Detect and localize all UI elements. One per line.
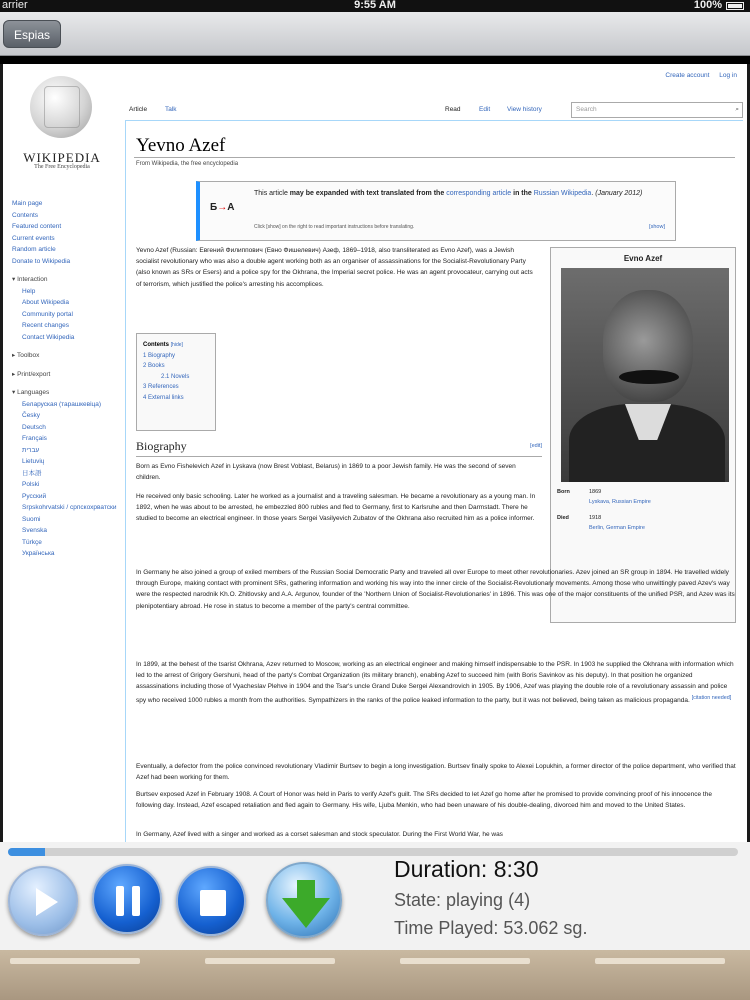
search-input[interactable]: Search ⌕ [571,102,743,118]
stop-button[interactable] [176,866,246,936]
sidebar-item-featured[interactable]: Featured content [12,223,62,230]
toc-item[interactable]: 3 References [143,384,179,390]
status-bar [0,0,750,12]
carrier-label: arrier [2,0,28,11]
print-heading[interactable]: ▸ Print/export [12,370,51,378]
state-label: State: playing (4) [394,890,531,910]
background-floor [0,950,750,1000]
page-subtitle: From Wikipedia, the free encyclopedia [136,161,239,167]
page-title: Yevno Azef [136,135,226,156]
language-link[interactable]: Français [22,435,47,442]
battery-percent: 100% [693,0,722,11]
toc-item[interactable]: 4 External links [143,394,184,401]
language-link[interactable]: עברית [22,446,40,454]
personal-tools [657,72,737,79]
tab-talk[interactable]: Talk [165,106,177,113]
lead-paragraph: Yevno Azef (Russian: Евгений Филиппович (Евно Фишелевич) Азеф, 1869–1918, also transliterated as Evno Azef), was a Jewish socialist revolutionary who was also a double agent working both as an organiser of assassinations for the Socialist-Revolutionary Party (also known as SRs or Esers) and a police spy for the Okhrana, the Imperial secret police. He was an agent provocateur, carrying out acts of terrorism, which justified the police's arresting his accomplices. [136,247,533,288]
section-edit-link[interactable]: [edit] [530,443,542,449]
sidebar-item-contents[interactable]: Contents [12,211,39,219]
status-time: 9:55 AM [354,0,396,11]
article-content [125,120,743,842]
language-link[interactable]: Suomi [22,515,41,523]
bio-paragraph: In Germany he also joined a group of exiled members of the Russian Social Democratic Party and traveled all over Europe to meet other revolutionaries. Azev joined an SR group in 1894. He travelled widely through Europe, making contact with prominent SRs, gathering information and working his way into the inner circle of the Socialist-Revolutionary movements. Among those who unwittingly paved Azev's way were the respected narodnik Kh.O. Zhitlovsky and A.A. Argunov, founder of the 'Northern Union of Socialist-Revolutionaries' in 1896. This was one of the major constituents of the unified PSR, and Azev was its plenipotentiary abroad. He rose in status to become a member of the party's central committee. [136,569,735,610]
sidebar-item-recent-changes[interactable]: Recent changes [22,322,69,329]
bio-paragraph: He received only basic schooling. Later he worked as a journalist and a traveling salesman. He became a revolutionary as a young man. In 1892, when he was about to be arrested, he embezzled 800 rubles and fled to Germany, first to Karlsruhe and then Darmstadt. There he studied to become an electrical engineer. In those years Sergei Vasilyevich Zubatov of the Okhrana also recruited him as a police informer. [136,493,536,523]
table-of-contents [136,333,216,431]
languages-heading[interactable]: ▾ Languages [12,389,50,396]
toc-item[interactable]: 1 Biography [143,352,176,359]
tab-article[interactable]: Article [129,106,148,113]
notice-instructions: Click [show] on the right to read important instructions before translating. [254,224,415,230]
download-button[interactable] [266,862,342,938]
sidebar-item-main-page[interactable]: Main page [12,200,43,207]
sidebar [3,64,121,842]
language-link[interactable]: Česky [22,412,41,419]
back-button[interactable]: Espias [3,20,61,48]
language-link[interactable]: Українська [22,550,55,557]
create-account-link[interactable]: Create account [665,72,710,79]
sidebar-item-community[interactable]: Community portal [22,310,73,318]
language-link[interactable]: 日本語 [22,469,42,477]
pause-button[interactable] [92,864,162,934]
sidebar-item-help[interactable]: Help [22,287,36,295]
language-link[interactable]: Русский [22,492,47,500]
tab-view-history[interactable]: View history [507,106,542,113]
infobox-died: Died 1918 [557,515,602,521]
portrait-image[interactable] [561,268,729,482]
language-link[interactable]: Беларуская (тарашкевіца) [22,400,102,408]
citation-needed-link[interactable]: [citation needed] [691,694,732,701]
tab-edit[interactable]: Edit [479,106,491,113]
play-button[interactable] [8,866,78,936]
toc-item[interactable]: 2 Books [143,363,165,369]
bio-paragraph: In Germany, Azef lived with a singer and worked as a corset salesman and stock speculator. During the First World War, he was [136,831,503,838]
language-link[interactable]: Türkçe [22,538,42,546]
section-heading-biography: Biography [edit] [136,439,542,457]
audio-player [0,842,750,950]
notice-text: This article may be expanded with text translated from the corresponding article in the Russian Wikipedia. (January 2012) [254,190,643,197]
notice-link[interactable]: corresponding article [446,190,512,197]
notice-link[interactable]: Russian Wikipedia [533,190,592,197]
toc-item[interactable]: 2.1 Novels [161,373,190,380]
sidebar-item-random[interactable]: Random article [12,246,56,253]
language-link[interactable]: Lietuvių [22,458,45,465]
infobox-died-place[interactable]: Berlin, German Empire [589,525,645,531]
globe-icon [30,76,92,138]
language-link[interactable]: Srpskohrvatski / српскохрватски [22,504,117,511]
page-tabs [125,102,743,120]
infobox-born-place[interactable]: Lyskava, Russian Empire [589,499,651,505]
web-view[interactable] [3,64,747,842]
infobox-title: Evno Azef [623,254,663,263]
logo-tagline: The Free Encyclopedia [34,164,90,170]
language-link[interactable]: Svenska [22,527,47,534]
progress-bar[interactable] [8,848,738,856]
sidebar-item-contact[interactable]: Contact Wikipedia [22,333,75,341]
sidebar-item-about[interactable]: About Wikipedia [22,299,69,306]
language-link[interactable]: Polski [22,481,40,488]
expand-notice [196,181,676,241]
divider [134,157,735,158]
bio-paragraph: Eventually, a defector from the police convinced revolutionary Vladimir Burtsev to begin a long investigation. Burtsev finally spoke to Alexei Lopukhin, a former director of the police department, who verified that Azef had been working for them. [136,763,736,782]
bio-paragraph: Born as Evno Fishelevich Azef in Lyskava (now Brest Voblast, Belarus) in 1869 to a poor Jewish family. He was the second of seven children. [136,463,516,482]
progress-fill [8,848,45,856]
sidebar-item-donate[interactable]: Donate to Wikipedia [12,257,71,265]
notice-show-link[interactable]: [show] [649,224,665,230]
battery-icon [726,2,744,10]
toc-hide-link[interactable]: [hide] [170,342,183,348]
interaction-heading[interactable]: ▾ Interaction [12,276,48,283]
infobox-born: Born 1869 [557,489,602,495]
sidebar-nav [12,198,117,560]
toolbox-heading[interactable]: ▸ Toolbox [12,352,40,359]
toc-title: Contents [hide] [143,342,183,348]
sidebar-item-current-events[interactable]: Current events [12,234,55,242]
tab-read[interactable]: Read [445,106,461,113]
login-link[interactable]: Log in [719,72,737,79]
divider [0,56,750,64]
bio-paragraph: Burtsev exposed Azef in February 1908. A Court of Honor was held in Paris to verify Azef's guilt. The SRs decided to let Azef go home after he promised to provide convincing proof of his innocence the following day. Instead, Azef escaped retaliation and fled again to Germany. His wife, Ljuba Menkin, who had been unaware of his double-dealing, divorced him and moved to the United States. [136,791,712,810]
wikipedia-logo[interactable] [21,76,101,156]
navigation-bar [0,12,750,56]
duration-label: Duration: 8:30 [394,856,539,882]
language-link[interactable]: Deutsch [22,423,46,431]
time-played-label: Time Played: 53.062 sg. [394,918,588,938]
bio-paragraph: In 1899, at the behest of the tsarist Okhrana, Azev returned to Moscow, working as an electrical engineer and making himself indispensable to the PSR. In 1903 he supplied the Okhrana with information which led to the arrest of Grigory Gershuni, head of the party's Combat Organization (its military branch), enabling Azef to succeed him (with Boris Savinkov as his deputy). In that position he organized assassinations including those of Vyacheslav Plehve in 1904 and the Tsar's uncle Grand Duke Sergei Alexandrovich in 1905. By 1906, Azef was playing the double role of a revolutionary assassin and police spy who received 1000 rubles a month from the authorities. Sympathizers in the ranks of the police leaked information to the party, but it was not believed, being taken as malicious propaganda. [citation needed] [136,661,734,704]
translate-icon: Б→A [210,202,235,213]
logo-wordmark: WIKIPEDIA [23,150,101,165]
